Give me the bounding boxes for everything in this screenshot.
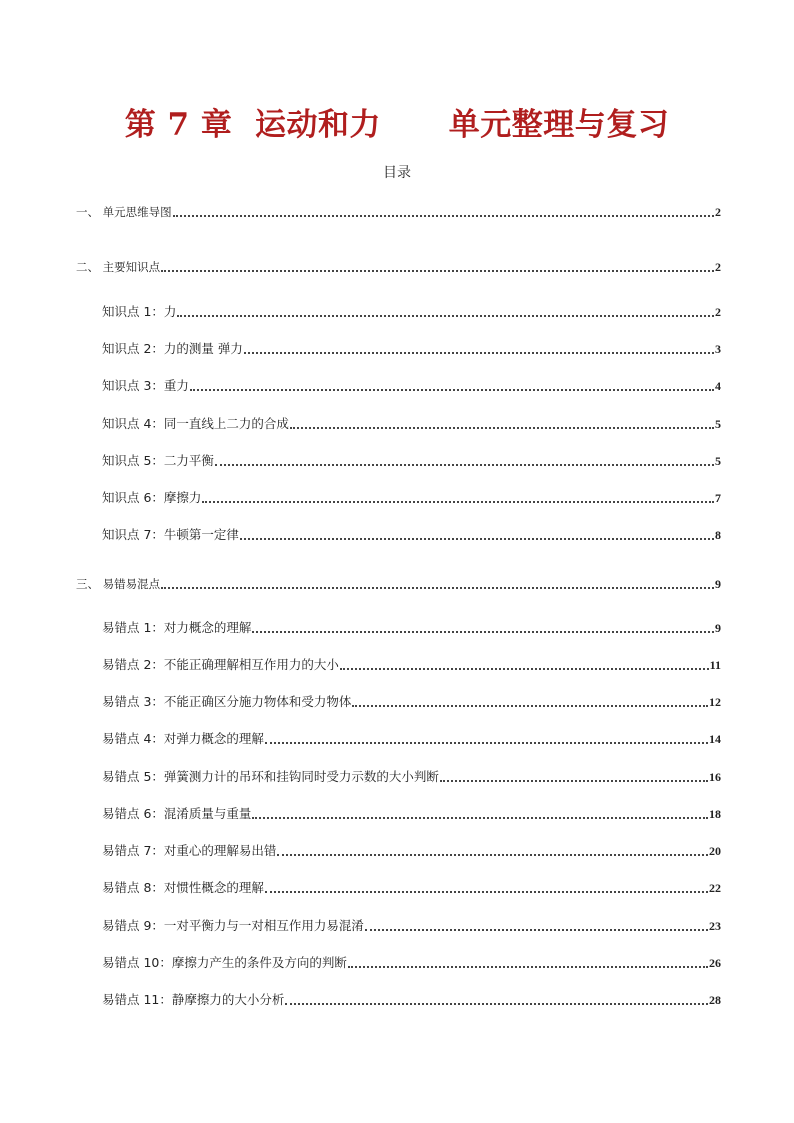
toc-entry-error-point-10[interactable] — [102, 953, 721, 973]
toc-entry-label: 易错点 6：混淆质量与重量 — [102, 806, 252, 821]
toc-entry-label: 易错点 2：不能正确理解相互作用力的大小 — [102, 657, 339, 672]
toc-entry-label: 易错点 7：对重心的理解易出错 — [102, 843, 277, 858]
toc-leader-dots — [161, 587, 714, 589]
toc-leader-dots — [265, 742, 708, 744]
toc-entry-knowledge-point-4[interactable] — [102, 414, 721, 434]
toc-entry-page: 18 — [709, 807, 721, 821]
toc-heading: 目录 — [383, 165, 411, 181]
toc-entry-page: 9 — [715, 577, 721, 591]
toc-entry-page: 5 — [715, 417, 721, 431]
toc-entry-label: 知识点 7：牛顿第一定律 — [102, 527, 239, 542]
toc-entry-error-point-3[interactable] — [102, 692, 721, 712]
toc-entry-page: 8 — [715, 528, 721, 542]
toc-entry-label: 易错点 1：对力概念的理解 — [102, 620, 252, 635]
toc-entry-page: 2 — [715, 305, 721, 319]
toc-entry-label: 一、 单元思维导图 — [76, 205, 172, 219]
toc-entry-page: 5 — [715, 454, 721, 468]
toc-entry-label: 易错点 8：对惯性概念的理解 — [102, 880, 264, 895]
toc-leader-dots — [365, 929, 708, 931]
toc-entry-page: 11 — [709, 658, 721, 672]
toc-entry-label: 知识点 6：摩擦力 — [102, 490, 202, 505]
toc-leader-dots — [202, 501, 714, 503]
toc-entry-page: 7 — [715, 491, 721, 505]
toc-entry-knowledge-point-2[interactable] — [102, 339, 721, 359]
toc-leader-dots — [244, 352, 714, 354]
toc-leader-dots — [252, 631, 714, 633]
toc-entry-error-point-5[interactable] — [102, 767, 721, 787]
toc-entry-error-point-2[interactable] — [102, 655, 721, 675]
toc-entry-error-point-1[interactable] — [102, 618, 721, 638]
toc-entry-label: 知识点 4：同一直线上二力的合成 — [102, 416, 289, 431]
toc-entry-label: 易错点 4：对弹力概念的理解 — [102, 731, 264, 746]
toc-leader-dots — [352, 705, 708, 707]
toc-leader-dots — [348, 966, 708, 968]
toc-entry-page: 20 — [709, 844, 721, 858]
toc-leader-dots — [340, 668, 709, 670]
toc-leader-dots — [440, 780, 708, 782]
toc-entry-label: 易错点 5：弹簧测力计的吊环和挂钩同时受力示数的大小判断 — [102, 769, 439, 784]
toc-leader-dots — [215, 464, 714, 466]
toc-leader-dots — [252, 817, 708, 819]
toc-entry-error-point-7[interactable] — [102, 841, 721, 861]
toc-entry-page: 26 — [709, 956, 721, 970]
toc-entry-page: 16 — [709, 770, 721, 784]
toc-entry-page: 22 — [709, 881, 721, 895]
toc-entry-error-point-9[interactable] — [102, 916, 721, 936]
toc-entry-knowledge-point-5[interactable] — [102, 451, 721, 471]
toc-entry-label: 易错点 9：一对平衡力与一对相互作用力易混淆 — [102, 918, 364, 933]
toc-entry-knowledge-point-7[interactable] — [102, 525, 721, 545]
toc-entry-page: 3 — [715, 342, 721, 356]
toc-entry-page: 28 — [709, 993, 721, 1007]
toc-entry-page: 9 — [715, 621, 721, 635]
toc-entry-page: 12 — [709, 695, 721, 709]
toc-entry-label: 易错点 10：摩擦力产生的条件及方向的判断 — [102, 955, 347, 970]
toc-leader-dots — [190, 389, 714, 391]
toc-entry-error-point-6[interactable] — [102, 804, 721, 824]
toc-entry-error-point-11[interactable] — [102, 990, 721, 1010]
toc-entry-error-point-4[interactable] — [102, 729, 721, 749]
toc-entry-label: 三、 易错易混点 — [76, 577, 161, 591]
toc-entry-section-2[interactable] — [76, 257, 721, 277]
toc-entry-label: 知识点 1：力 — [102, 304, 177, 319]
toc-leader-dots — [285, 1003, 708, 1005]
toc-entry-section-3[interactable] — [76, 574, 721, 594]
document-title: 第 7 章 运动和力 单元整理与复习 — [124, 107, 670, 143]
toc-entry-label: 易错点 11：静摩擦力的大小分析 — [102, 992, 285, 1007]
toc-entry-knowledge-point-3[interactable] — [102, 376, 721, 396]
toc-entry-knowledge-point-6[interactable] — [102, 488, 721, 508]
toc-leader-dots — [240, 538, 714, 540]
toc-entry-page: 4 — [715, 379, 721, 393]
toc-entry-label: 二、 主要知识点 — [76, 260, 161, 274]
toc-entry-page: 2 — [715, 205, 721, 219]
toc-entry-error-point-8[interactable] — [102, 878, 721, 898]
toc-leader-dots — [173, 215, 714, 217]
toc-leader-dots — [277, 854, 708, 856]
toc-entry-label: 知识点 3：重力 — [102, 378, 189, 393]
toc-entry-section-1[interactable] — [76, 202, 721, 222]
toc-entry-page: 2 — [715, 260, 721, 274]
toc-leader-dots — [177, 315, 714, 317]
toc-entry-page: 14 — [709, 732, 721, 746]
toc-leader-dots — [290, 427, 714, 429]
toc-entry-label: 知识点 5：二力平衡 — [102, 453, 214, 468]
toc-entry-page: 23 — [709, 919, 721, 933]
toc-leader-dots — [161, 270, 714, 272]
toc-entry-label: 易错点 3：不能正确区分施力物体和受力物体 — [102, 694, 352, 709]
toc-leader-dots — [265, 891, 708, 893]
toc-entry-label: 知识点 2：力的测量 弹力 — [102, 341, 243, 356]
toc-entry-knowledge-point-1[interactable] — [102, 302, 721, 322]
